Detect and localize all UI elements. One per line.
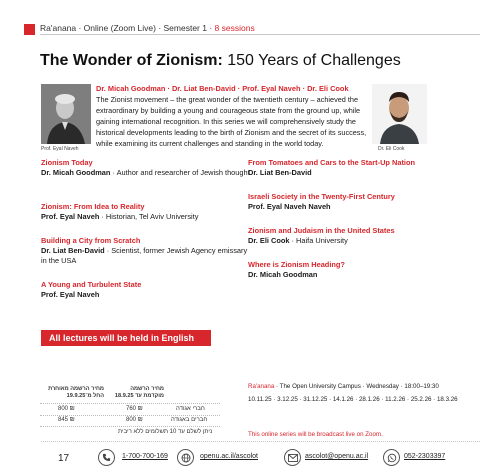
lecture-item (41, 158, 251, 178)
lecture-speaker (248, 236, 473, 246)
lecturer-role: · Haifa University (289, 236, 348, 245)
header-rule (40, 34, 480, 35)
lecture-speaker (41, 212, 251, 222)
price-late: 800 ₪ (58, 406, 75, 412)
schedule-city: Ra'anana (248, 383, 275, 390)
pricing-note: ניתן לשלם עד 10 תשלומים ללא ריבית (118, 429, 213, 435)
course-sessions: 8 sessions (214, 23, 255, 33)
lecturer-name: Dr. Liat Ben-David (41, 246, 105, 255)
lecture-item (248, 192, 473, 212)
price-early: 760 ₪ (126, 406, 143, 412)
lecture-title: Zionism: From Idea to Reality (41, 202, 145, 211)
course-title-bold: The Wonder of Zionism: (40, 52, 223, 69)
lecturer-name: Dr. Liat Ben-David (248, 168, 312, 177)
portrait-man-icon (372, 84, 427, 144)
header-accent-square (24, 24, 35, 35)
lecturer-role: · Scientist, former Jewish Agency emissary in the USA (41, 246, 248, 265)
mail-icon (284, 449, 301, 466)
broadcast-note: This online series will be broadcast live on Zoom. (248, 431, 383, 438)
photo-right-caption: Dr. Eli Cook (378, 146, 405, 152)
lecture-speaker (41, 168, 251, 178)
price-late: 845 ₪ (58, 417, 75, 423)
lecture-title: A Young and Turbulent State (41, 280, 142, 289)
divider (40, 415, 220, 416)
price-row-label: חברים באגודה (171, 417, 208, 423)
lecturer-name: Prof. Eyal Naveh (41, 212, 100, 221)
portrait-elder-icon (41, 84, 91, 144)
globe-icon (177, 449, 194, 466)
page-number: 17 (58, 453, 70, 464)
price-row-label: חברי אגודה (176, 406, 205, 412)
language-banner: All lectures will be held in English (41, 330, 211, 346)
speakers-list: Dr. Micah Goodman · Dr. Liat Ben-David · Prof. Eyal Naveh · Dr. Eli Cook (96, 84, 349, 93)
course-title-rest: 150 Years of Challenges (222, 52, 401, 69)
whatsapp-link[interactable]: 052-2303397 (404, 453, 446, 460)
schedule-dates: 10.11.25 · 3.12.25 · 31.12.25 · 14.1.26 · 28.1.26 · 11.2.26 · 25.2.26 · 18.3.26 (248, 396, 458, 403)
lecture-speaker (248, 270, 473, 280)
phone-icon (98, 449, 115, 466)
lecture-item (41, 202, 251, 222)
lecture-title: Zionism Today (41, 158, 93, 167)
lecturer-name: Dr. Eli Cook (248, 236, 290, 245)
lecturer-name: Dr. Micah Goodman (248, 270, 318, 279)
lecture-title: Where is Zionism Heading? (248, 260, 345, 269)
speaker-photo-left (41, 84, 91, 144)
schedule-location (248, 383, 439, 390)
lecturer-name: Prof. Eyal Naveh (41, 290, 100, 299)
website-link[interactable]: openu.ac.il/ascolot (200, 453, 258, 460)
lecture-title: Zionism and Judaism in the United States (248, 226, 395, 235)
lecture-title: Building a City from Scratch (41, 236, 141, 245)
price-header-early: מחיר הרשמה מוקדמת עד 18.9.25 (114, 386, 164, 399)
whatsapp-icon (383, 449, 400, 466)
price-header-late: מחיר הרשמה מאוחרת החל מ־19.9.25 (48, 386, 104, 399)
lecture-item (248, 226, 473, 246)
phone-link[interactable]: 1-700-700-169 (122, 453, 168, 460)
footer-divider (41, 441, 480, 442)
lecturer-role: · Author and researcher of Jewish thought (110, 168, 250, 177)
course-description: The Zionist movement – the great wonder of the twentieth century – achieved the extraordinary by building a young and courageous state from the ground up, while gaining international recognition. In this series we will comprehensively study the historical developments leading to the birth of Zionism and the secret of its success, while examining its current challenges and standing in the world today. (96, 95, 367, 148)
lecture-speaker (41, 246, 251, 266)
lecture-title: From Tomatoes and Cars to the Start-Up Nation (248, 158, 415, 167)
schedule-details: · The Open University Campus · Wednesday · 18:00–19:30 (274, 383, 439, 390)
pricing-table (40, 386, 220, 438)
divider (40, 426, 220, 427)
photo-left-caption: Prof. Eyal Naveh (41, 146, 79, 152)
lecture-speaker (248, 202, 473, 212)
lecture-item (41, 236, 251, 266)
lecturer-role: · Historian, Tel Aviv University (99, 212, 199, 221)
course-meta-text: Ra'anana · Online (Zoom Live) · Semester 1 · (40, 23, 215, 33)
lecture-item (248, 260, 473, 280)
course-title (40, 52, 401, 70)
lecturer-name: Prof. Eyal Naveh Naveh (248, 202, 331, 211)
lecture-speaker (248, 168, 473, 178)
lecture-item (248, 158, 473, 178)
lecture-title: Israeli Society in the Twenty-First Century (248, 192, 395, 201)
lecture-speaker (41, 290, 251, 300)
speaker-photo-right (372, 84, 427, 144)
lecturer-name: Dr. Micah Goodman (41, 168, 111, 177)
lecture-item (41, 280, 251, 300)
divider (40, 403, 220, 404)
email-link[interactable]: ascolot@openu.ac.il (305, 453, 369, 460)
course-meta (40, 23, 255, 33)
price-early: 800 ₪ (126, 417, 143, 423)
